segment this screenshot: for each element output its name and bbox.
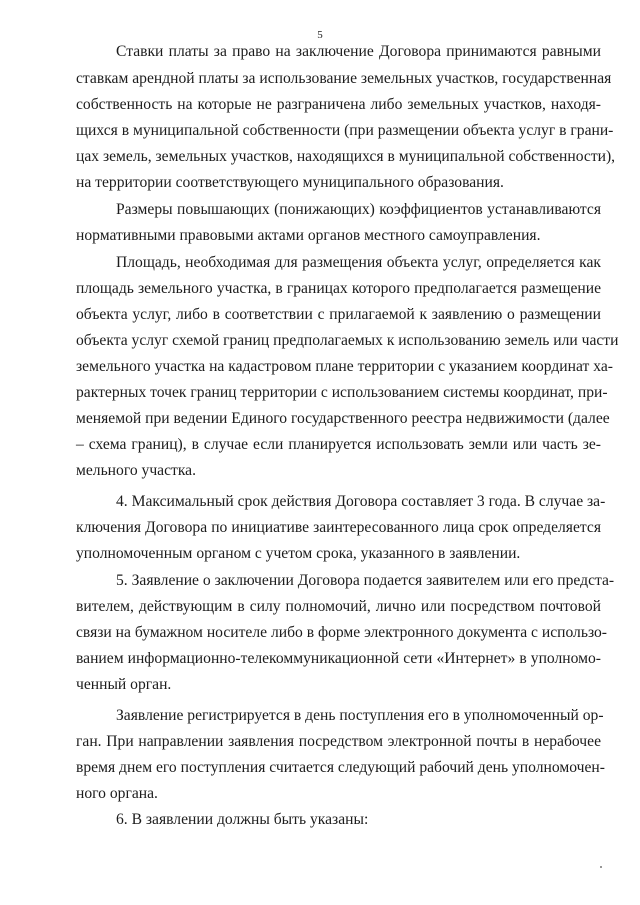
- text-line: меняемой при ведении Единого государственного реестра недвижимости (далее: [76, 410, 610, 427]
- scan-speck: [600, 866, 602, 868]
- text-line: ванием информационно-телекоммуникационной сети «Интернет» в уполномо-: [76, 650, 601, 667]
- text-line: объекта услуг схемой границ предполагаемых к использованию земель или части: [76, 332, 619, 349]
- text-line: Ставки платы за право на заключение Договора принимаются равными: [116, 43, 601, 60]
- text-line: связи на бумажном носителе либо в форме электронного документа с использо-: [76, 624, 608, 641]
- text-line: 5. Заявление о заключении Договора подается заявителем или его предста-: [116, 572, 615, 589]
- text-line: площадь земельного участка, в границах которого предполагается размещение: [76, 280, 601, 297]
- text-line: щихся в муниципальной собственности (при размещении объекта услуг в грани-: [76, 122, 614, 139]
- text-line: ного органа.: [76, 785, 158, 802]
- text-line: 6. В заявлении должны быть указаны:: [116, 811, 369, 828]
- text-line: цах земель, земельных участков, находящихся в муниципальной собственности),: [76, 148, 616, 165]
- text-line: Заявление регистрируется в день поступления его в уполномоченный ор-: [116, 707, 604, 724]
- text-line: 4. Максимальный срок действия Договора составляет 3 года. В случае за-: [116, 493, 606, 510]
- text-line: ставкам арендной платы за использование земельных участков, государственная: [76, 70, 612, 87]
- text-line: ченный орган.: [76, 676, 172, 693]
- text-line: вителем, действующим в силу полномочий, лично или посредством почтовой: [76, 598, 601, 615]
- text-line: мельного участка.: [76, 462, 196, 479]
- text-line: ключения Договора по инициативе заинтересованного лица срок определяется: [76, 519, 601, 536]
- text-line: рактерных точек границ территории с использованием системы координат, при-: [76, 384, 608, 401]
- text-line: земельного участка на кадастровом плане территории с указанием координат ха-: [76, 358, 613, 375]
- text-line: ган. При направлении заявления посредством электронной почты в нерабочее: [76, 733, 601, 750]
- page-number: 5: [317, 29, 323, 41]
- text-line: объекта услуг, либо в соответствии с прилагаемой к заявлению о размещении: [76, 306, 601, 323]
- text-line: собственность на которые не разграничена либо земельных участков, находя-: [76, 96, 601, 113]
- text-line: Размеры повышающих (понижающих) коэффициентов устанавливаются: [116, 201, 601, 218]
- text-line: нормативными правовыми актами органов местного самоуправления.: [76, 227, 541, 244]
- text-line: уполномоченным органом с учетом срока, указанного в заявлении.: [76, 545, 521, 562]
- text-line: – схема границ), в случае если планируется использовать земли или часть зе-: [76, 436, 601, 453]
- text-line: Площадь, необходимая для размещения объекта услуг, определяется как: [116, 254, 601, 271]
- text-line: на территории соответствующего муниципального образования.: [76, 174, 504, 191]
- text-line: время днем его поступления считается следующий рабочий день уполномочен-: [76, 759, 605, 776]
